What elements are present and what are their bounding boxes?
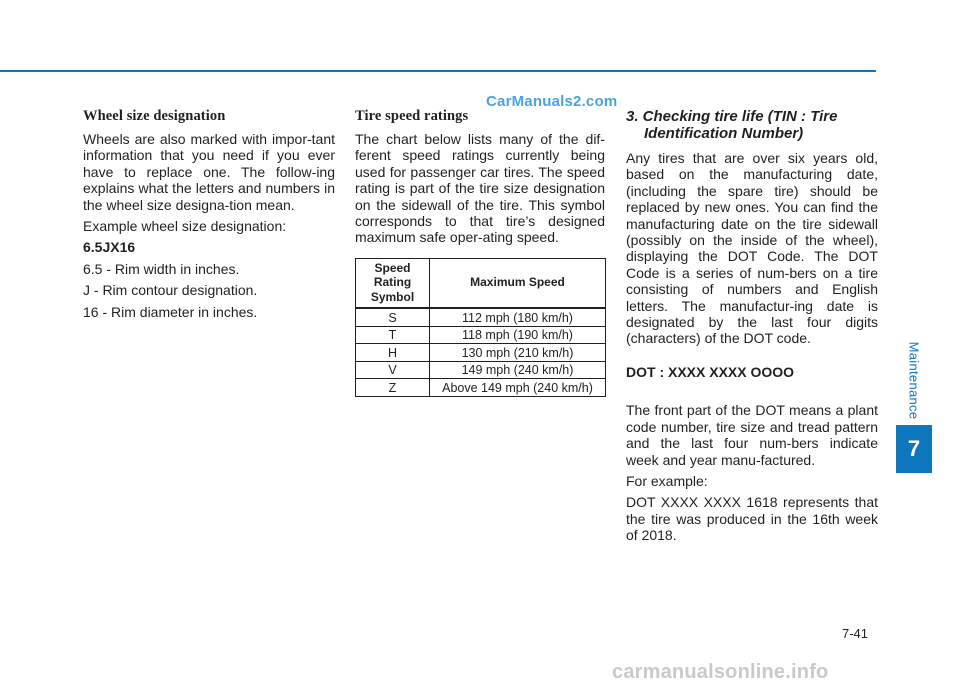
header-symbol — [356, 258, 430, 308]
wheel-size-paragraph: Wheels are also marked with impor-tant information that you need if you ever have to replace one. The follow-ing explains what the letters and numbers in the wheel size designa-tion mean. — [83, 131, 335, 213]
example-code: 6.5JX16 — [83, 239, 136, 256]
speed-cell: 130 mph (210 km/h) — [430, 344, 606, 362]
chapter-tab: 7 — [896, 425, 932, 473]
column-tire-life — [626, 108, 878, 549]
speed-cell: 118 mph (190 km/h) — [430, 326, 606, 344]
dot-example: DOT XXXX XXXX 1618 represents that the tire was produced in the 16th week of 2018. — [626, 494, 878, 544]
table-row — [356, 361, 606, 379]
speed-cell: 149 mph (240 km/h) — [430, 361, 606, 379]
list-item: 16 - Rim diameter in inches. — [83, 303, 258, 320]
speed-rating-table — [355, 258, 606, 397]
speed-cell: 112 mph (180 km/h) — [430, 308, 606, 326]
wheel-size-heading: Wheel size designation — [83, 108, 226, 124]
dot-explanation: The front part of the DOT means a plant code number, tire size and tread pattern and the last four num-bers indicate week and year manu-factured. — [626, 402, 878, 468]
speed-cell: Above 149 mph (240 km/h) — [430, 379, 606, 397]
speed-ratings-heading: Tire speed ratings — [355, 108, 469, 124]
symbol-cell: T — [356, 326, 430, 344]
header-symbol-line: Symbol — [370, 289, 415, 304]
header-symbol-line: Speed — [374, 260, 411, 275]
page-number: 7-41 — [842, 626, 869, 641]
list-item: 6.5 - Rim width in inches. — [83, 260, 240, 277]
column-wheel-size — [83, 108, 335, 325]
speed-ratings-paragraph: The chart below lists many of the dif-ferent speed ratings currently being used for passenger car tires. The speed rating is part of the tire size designation on the sidewall of the tire. This symbol corresponds to that tire’s designed maximum safe oper-ating speed. — [355, 131, 605, 246]
symbol-cell: V — [356, 361, 430, 379]
example-label: For example: — [626, 472, 708, 489]
header-rule — [0, 70, 876, 72]
example-label: Example wheel size designation: — [83, 218, 287, 235]
table-row — [356, 379, 606, 397]
tire-life-heading: 3. Checking tire life (TIN : Tire Identification Number) — [626, 108, 838, 142]
watermark-bottom: carmanualsonline.info — [612, 661, 829, 683]
dot-code: DOT : XXXX XXXX OOOO — [626, 363, 795, 380]
table-row — [356, 344, 606, 362]
tire-life-paragraph: Any tires that are over six years old, based on the manufacturing date, (including the spare tire) should be replaced by new ones. You can find the manufacturing date on the tire sidewall (possibly on the inside of the wheel), displaying the DOT Code. The DOT Code is a series of num-bers on a tire consisting of numbers and English letters. The manufactur-ing date is designated by the last four digits (characters) of the DOT code. — [626, 150, 878, 347]
header-symbol-line: Rating — [373, 275, 412, 290]
table-header-row — [356, 258, 606, 308]
table-row — [356, 308, 606, 326]
section-label — [905, 340, 923, 420]
symbol-cell: Z — [356, 379, 430, 397]
symbol-cell: H — [356, 344, 430, 362]
header-max-speed: Maximum Speed — [430, 258, 606, 308]
section-label-text: Maintenance — [906, 341, 922, 419]
list-item: J - Rim contour designation. — [83, 282, 258, 299]
table-row — [356, 326, 606, 344]
symbol-cell: S — [356, 308, 430, 326]
column-speed-ratings — [355, 108, 605, 397]
watermark-top: CarManuals2.com — [486, 93, 618, 110]
